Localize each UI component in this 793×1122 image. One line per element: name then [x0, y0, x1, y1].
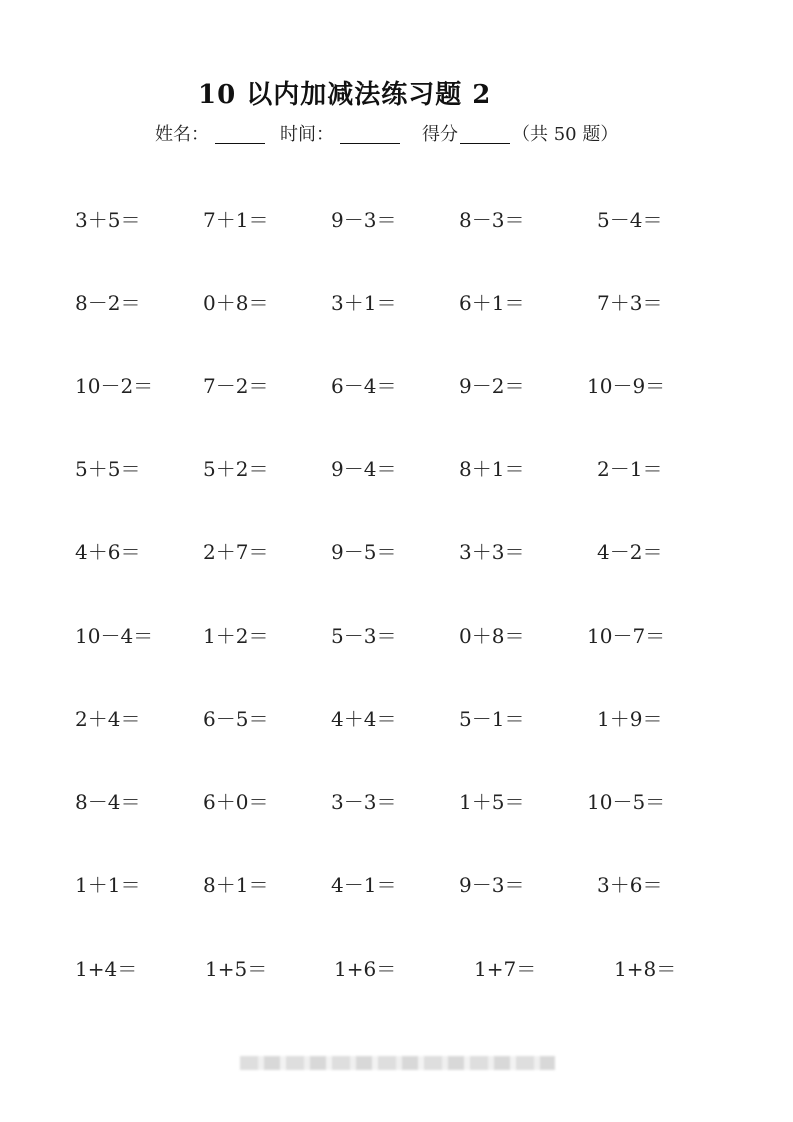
problem-item: 3＋6＝: [597, 873, 663, 897]
problem-item: 5－4＝: [597, 208, 663, 232]
problem-item: 10－5＝: [587, 790, 666, 814]
problem-item: 2＋7＝: [203, 540, 269, 564]
page-title: 10 以内加减法练习题 2: [198, 80, 492, 110]
problem-item: 6＋0＝: [203, 790, 269, 814]
problem-item: 2－1＝: [597, 457, 663, 481]
problem-item: 5－1＝: [459, 707, 525, 731]
problem-item: 9－5＝: [331, 540, 397, 564]
problem-item: 8＋1＝: [203, 873, 269, 897]
score-label: 得分: [422, 124, 458, 145]
problem-item: 2＋4＝: [75, 707, 141, 731]
problem-item: 1＋2＝: [203, 624, 269, 648]
problem-item: 10－9＝: [587, 374, 666, 398]
problem-item: 1＋1＝: [75, 873, 141, 897]
problem-item: 4＋4＝: [331, 707, 397, 731]
problem-item: 9－3＝: [459, 873, 525, 897]
problem-item: 0＋8＝: [459, 624, 525, 648]
problem-item: 3＋5＝: [75, 208, 141, 232]
problem-item: 5－3＝: [331, 624, 397, 648]
time-blank[interactable]: [340, 143, 400, 144]
problem-item: 8－3＝: [459, 208, 525, 232]
problem-item: 1＋5＝: [459, 790, 525, 814]
problem-item: 1+4＝: [75, 957, 138, 981]
problem-item: 8＋1＝: [459, 457, 525, 481]
problem-item: 7－2＝: [203, 374, 269, 398]
problem-item: 9－4＝: [331, 457, 397, 481]
problem-item: 1+8＝: [614, 957, 677, 981]
name-blank[interactable]: [215, 143, 265, 144]
total-count-label: （共 50 题）: [512, 124, 619, 145]
problem-item: 6－5＝: [203, 707, 269, 731]
problem-item: 1+6＝: [334, 957, 397, 981]
name-label: 姓名：: [155, 124, 209, 145]
problem-item: 4＋6＝: [75, 540, 141, 564]
problem-item: 0＋8＝: [203, 291, 269, 315]
problem-item: 5＋2＝: [203, 457, 269, 481]
score-blank[interactable]: [460, 143, 510, 144]
problem-item: 8－4＝: [75, 790, 141, 814]
problem-item: 3＋3＝: [459, 540, 525, 564]
problem-item: 9－3＝: [331, 208, 397, 232]
problem-item: 8－2＝: [75, 291, 141, 315]
problem-item: 7＋3＝: [597, 291, 663, 315]
problem-item: 4－2＝: [597, 540, 663, 564]
problem-item: 9－2＝: [459, 374, 525, 398]
problem-item: 7＋1＝: [203, 208, 269, 232]
problem-item: 6－4＝: [331, 374, 397, 398]
problem-item: 1+5＝: [205, 957, 268, 981]
problem-item: 10－4＝: [75, 624, 154, 648]
problem-item: 4－1＝: [331, 873, 397, 897]
problem-item: 5＋5＝: [75, 457, 141, 481]
blurred-watermark: [240, 1056, 555, 1070]
problem-item: 1+7＝: [474, 957, 537, 981]
problem-item: 10－2＝: [75, 374, 154, 398]
time-label: 时间：: [280, 124, 334, 145]
problem-item: 6＋1＝: [459, 291, 525, 315]
problem-item: 3－3＝: [331, 790, 397, 814]
problem-item: 10－7＝: [587, 624, 666, 648]
problem-item: 1＋9＝: [597, 707, 663, 731]
problem-item: 3＋1＝: [331, 291, 397, 315]
